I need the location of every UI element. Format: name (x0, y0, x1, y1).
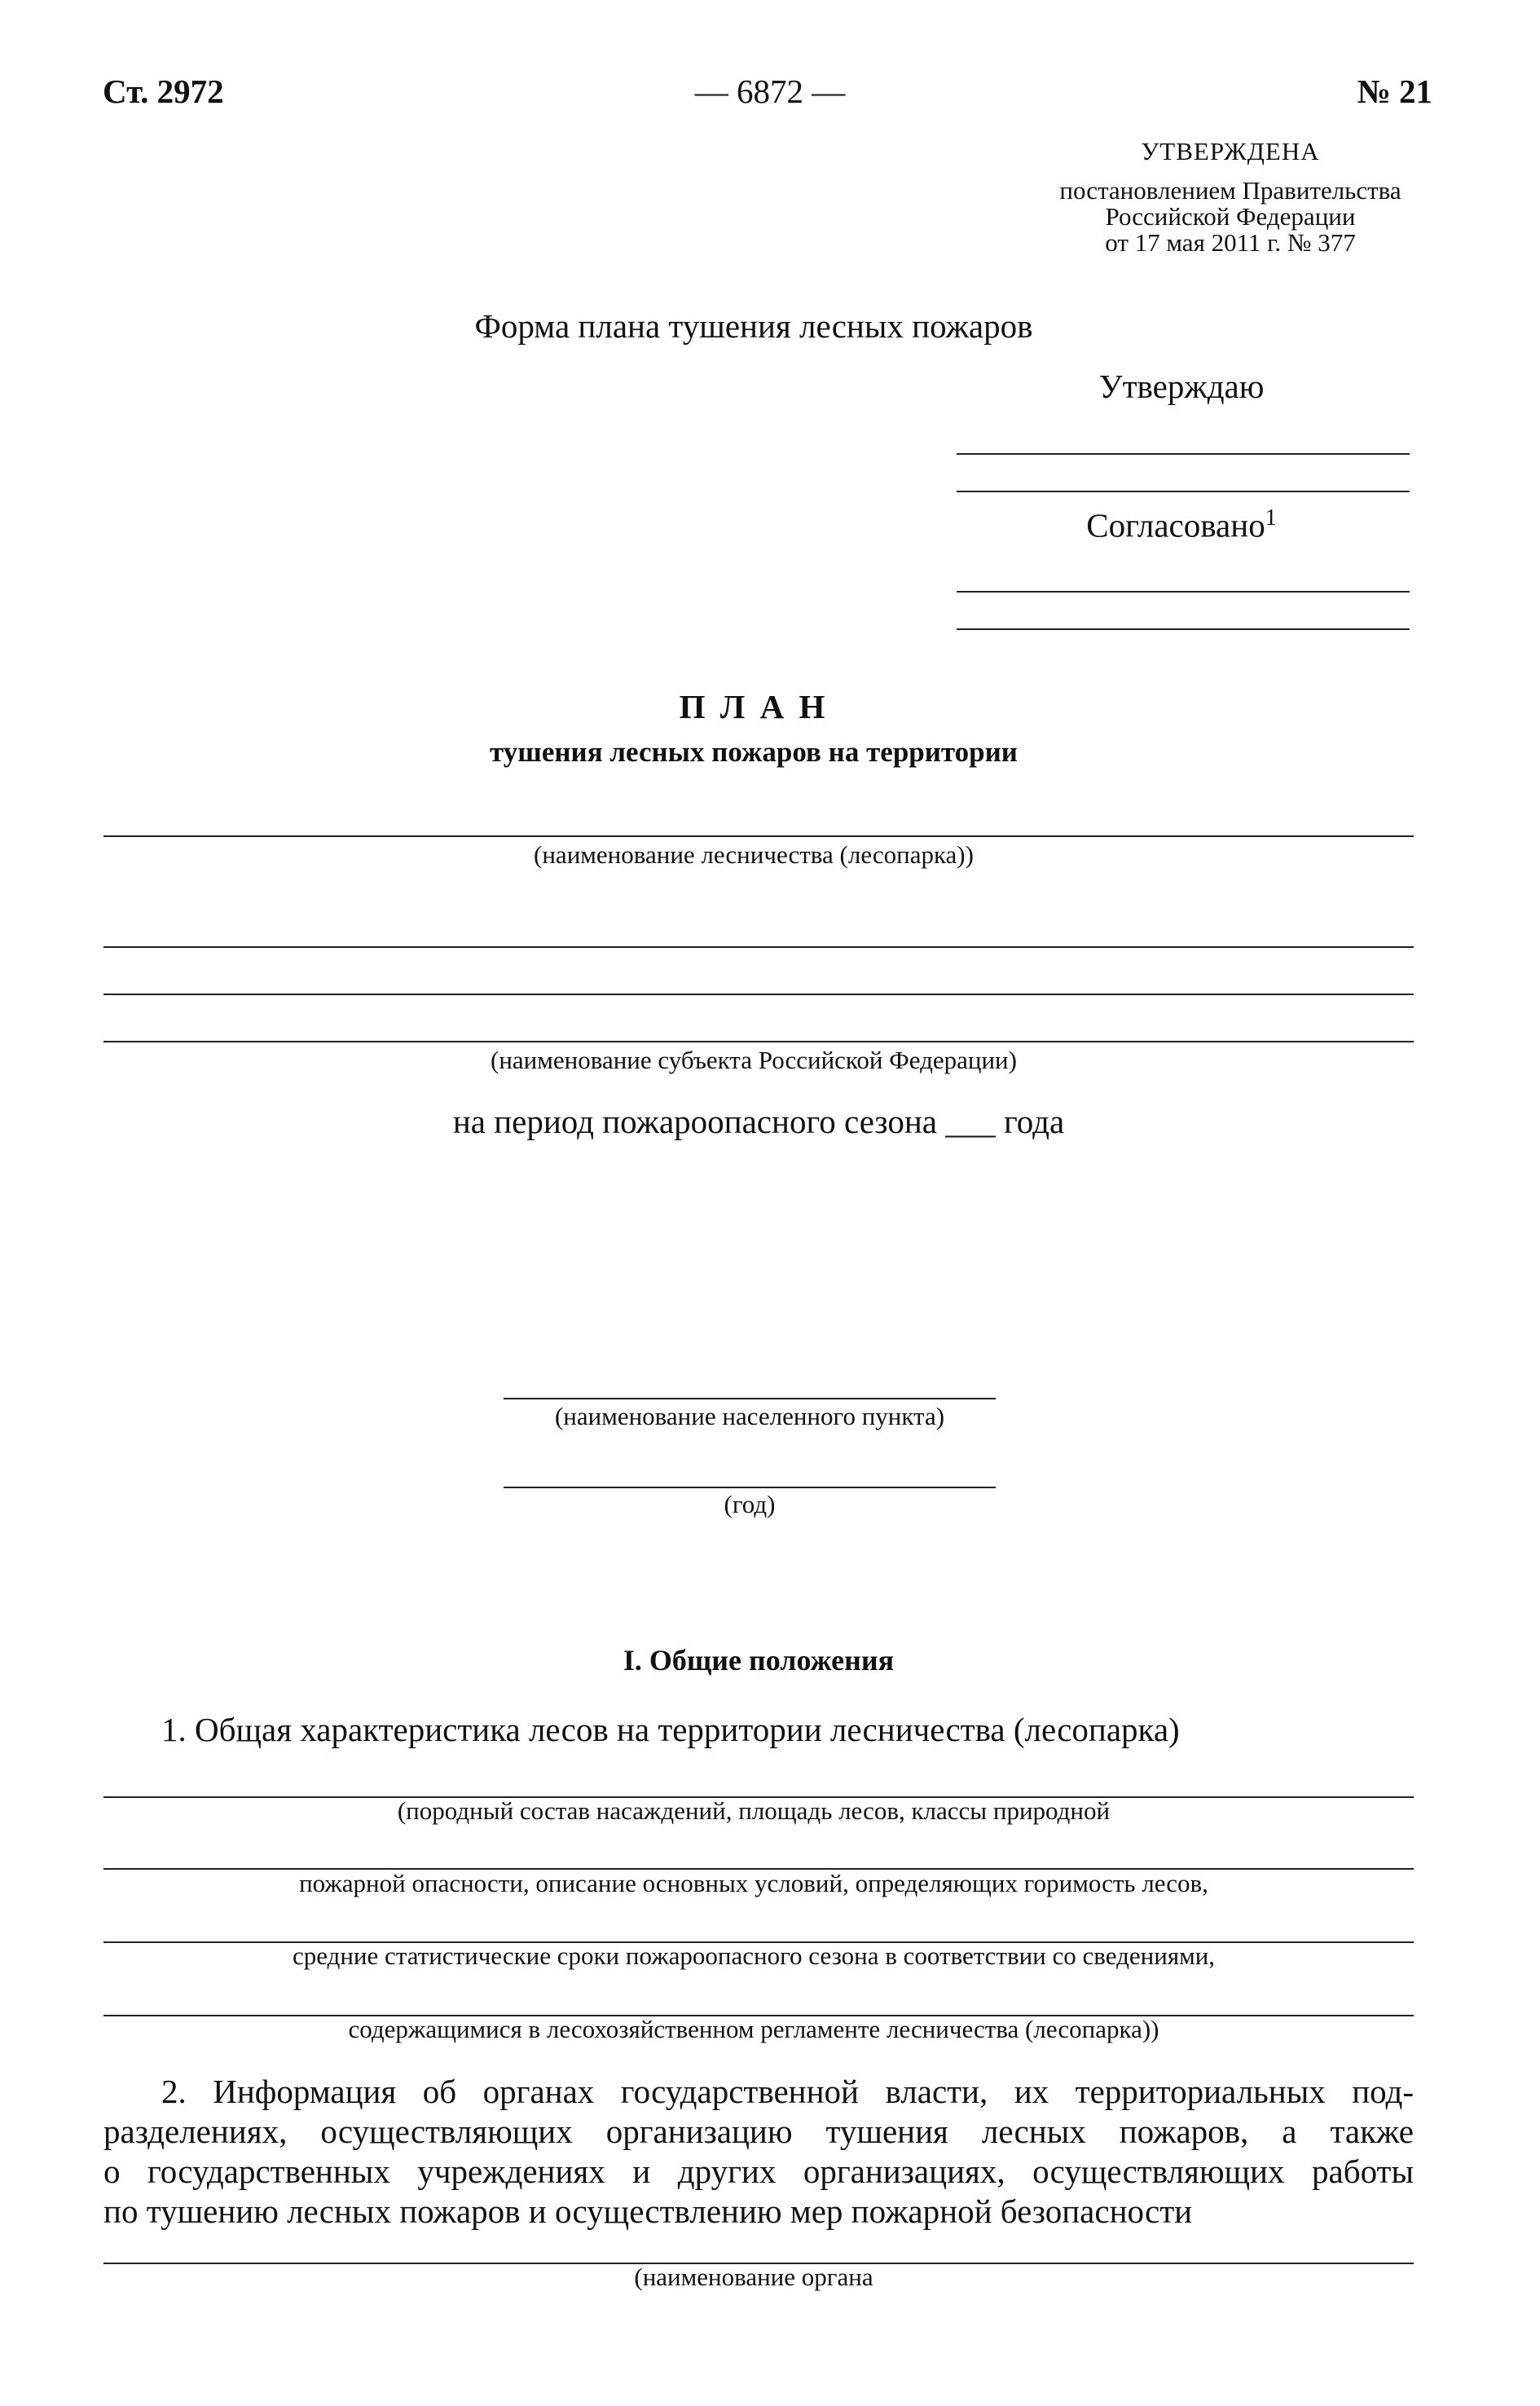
page-number-center: — 6872 — (694, 73, 846, 110)
year-line (504, 1487, 996, 1488)
settlement-line (504, 1398, 996, 1399)
item-2-line: разделениях, осуществляющих организацию тушения лесных пожаров, а также (103, 2113, 1414, 2150)
characteristics-caption-1: (породный состав насаждений, площадь лесов, классы природной (397, 1796, 1111, 1825)
item-1-text: 1. Общая характеристика лесов на территории лесничества (лесопарка) (161, 1711, 1180, 1748)
agreed-footnote: 1 (1265, 505, 1277, 531)
subject-name-line-1 (103, 946, 1414, 948)
item-2-line: о государственных учреждениях и других организациях, осуществляющих работы (103, 2153, 1414, 2190)
section-heading: I. Общие положения (623, 1644, 895, 1677)
page-number-left: Ст. 2972 (103, 73, 224, 110)
year-caption: (год) (724, 1490, 776, 1518)
approval-line-2: Российской Федерации (1105, 202, 1356, 231)
item-2-line: по тушению лесных пожаров и осуществлению мер пожарной безопасности (103, 2192, 1193, 2230)
characteristics-caption-4: содержащимися в лесохозяйственном регламенте лесничества (лесопарка)) (348, 2015, 1159, 2043)
approval-title: УТВЕРЖДЕНА (1141, 137, 1320, 165)
item-2-paragraph (103, 2072, 1414, 2232)
plan-subtitle: тушения лесных пожаров на территории (490, 736, 1018, 768)
settlement-caption: (наименование населенного пункта) (554, 1402, 945, 1430)
approval-line-1: постановлением Правительства (1059, 176, 1401, 205)
authority-caption: (наименование органа (634, 2263, 873, 2291)
issue-number: № 21 (1357, 73, 1432, 110)
agreed-label-wrap (953, 505, 1410, 545)
approve-signature-line-2 (957, 491, 1410, 492)
agreed-label: Согласовано (1086, 506, 1265, 544)
subject-caption: (наименование субъекта Российской Федерации) (491, 1046, 1017, 1074)
subject-name-line-2 (103, 994, 1414, 995)
plan-title: П Л А Н (679, 688, 829, 725)
forestry-name-line (103, 835, 1414, 837)
characteristics-caption-3: средние статистические сроки пожароопасного сезона в соответствии со сведениями, (292, 1941, 1216, 1970)
period-text: на период пожароопасного сезона ___ года (452, 1103, 1065, 1140)
agreed-signature-line-1 (957, 591, 1410, 593)
item-2-line: 2. Информация об органах государственной власти, их территориальных под- (161, 2073, 1414, 2110)
approve-signature-line-1 (957, 453, 1410, 455)
forestry-caption: (наименование лесничества (лесопарка)) (534, 840, 974, 869)
agreed-signature-line-2 (957, 628, 1410, 630)
approve-label: Утверждаю (1098, 368, 1265, 405)
subject-name-line-3 (103, 1041, 1414, 1042)
form-title: Форма плана тушения лесных пожаров (474, 307, 1033, 345)
approval-line-3: от 17 мая 2011 г. № 377 (1105, 228, 1356, 257)
characteristics-caption-2: пожарной опасности, описание основных условий, определяющих горимость лесов, (299, 1869, 1208, 1897)
